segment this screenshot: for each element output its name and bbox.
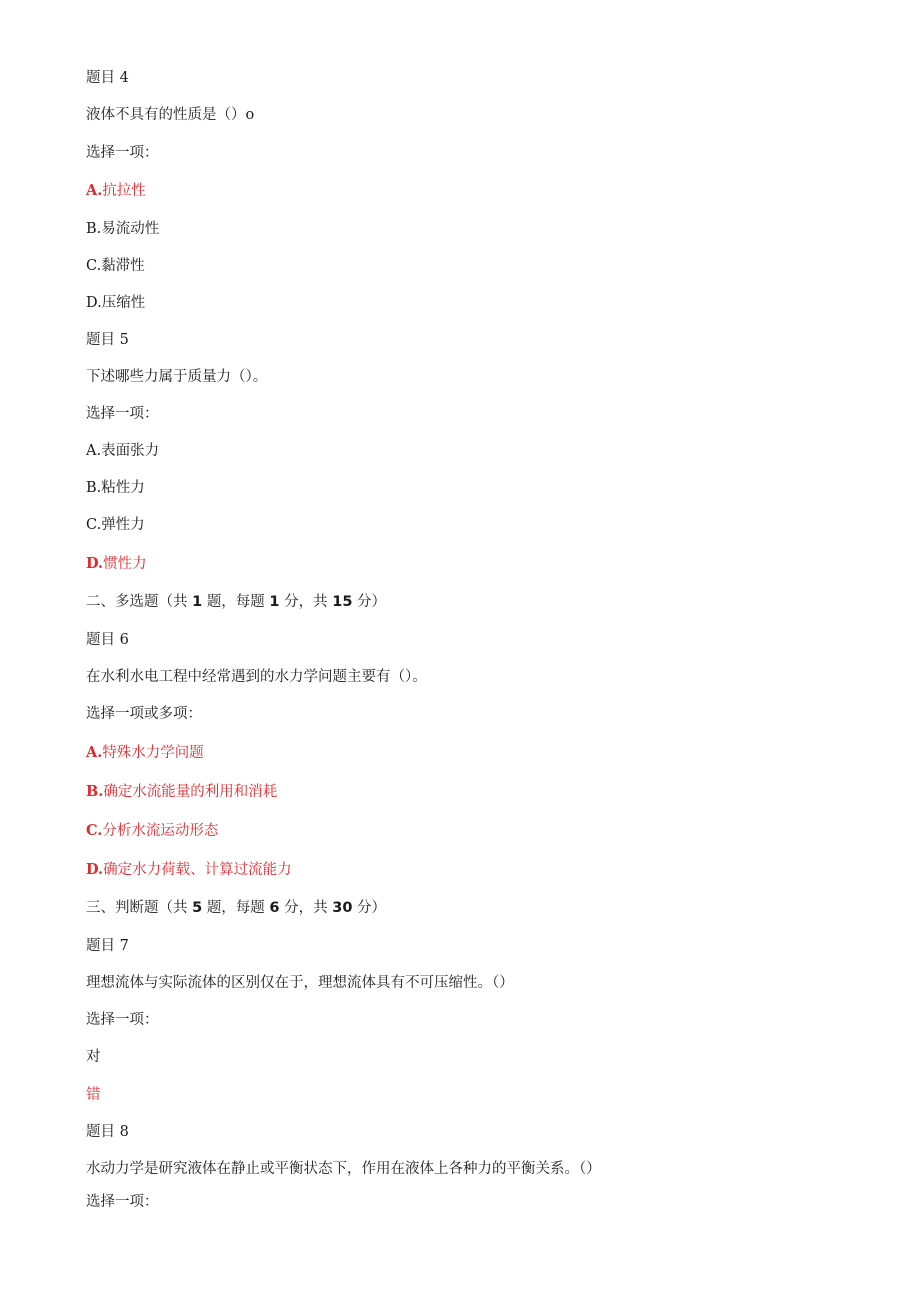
option-text: 抗拉性: [102, 183, 146, 199]
question-8-prompt: 选择一项：: [86, 1194, 159, 1210]
heading-text: 题，每题: [206, 900, 265, 916]
question-7-option-true[interactable]: 对: [86, 1049, 101, 1065]
question-6-option-b[interactable]: [86, 782, 277, 802]
question-4-option-b[interactable]: [86, 219, 159, 239]
question-5-option-a[interactable]: [86, 441, 159, 461]
option-text: 确定水力荷载、计算过流能力: [103, 862, 292, 878]
question-7-title: 题目 7: [86, 938, 129, 954]
question-6-option-c[interactable]: [86, 821, 218, 841]
heading-text: 分）: [357, 900, 387, 916]
option-letter: D.: [86, 861, 104, 878]
question-7-option-false[interactable]: 错: [86, 1087, 101, 1103]
option-text: 易流动性: [101, 221, 160, 237]
option-text: 弹性力: [101, 517, 145, 533]
option-letter: C.: [86, 517, 102, 533]
question-count: 5: [192, 900, 203, 916]
option-letter: B.: [86, 480, 102, 496]
option-letter: A.: [86, 443, 102, 459]
points-each: 1: [269, 594, 280, 610]
question-8-stem: 水动力学是研究液体在静止或平衡状态下，作用在液体上各种力的平衡关系。（）: [86, 1161, 601, 1177]
question-5-title: 题目 5: [86, 332, 129, 348]
option-letter: B.: [86, 783, 104, 800]
question-8-title: 题目 8: [86, 1124, 129, 1140]
heading-text: 题，每题: [206, 594, 265, 610]
option-text: 惯性力: [103, 556, 147, 572]
option-text: 表面张力: [101, 443, 160, 459]
heading-text: 分，共: [284, 900, 328, 916]
question-4-option-d[interactable]: [86, 293, 145, 313]
question-6-stem: 在水利水电工程中经常遇到的水力学问题主要有（）。: [86, 669, 427, 685]
option-letter: C.: [86, 822, 103, 839]
question-4-option-a[interactable]: [86, 181, 146, 201]
heading-text: 二、多选题（共: [86, 594, 188, 610]
question-5-option-b[interactable]: [86, 478, 145, 498]
question-5-prompt: 选择一项：: [86, 406, 159, 422]
option-letter: B.: [86, 221, 102, 237]
question-4-option-c[interactable]: [86, 256, 145, 276]
points-each: 6: [269, 900, 280, 916]
heading-text: 分，共: [284, 594, 328, 610]
heading-text: 三、判断题（共: [86, 900, 188, 916]
question-6-option-a[interactable]: [86, 743, 204, 763]
question-5-option-c[interactable]: [86, 515, 145, 535]
option-text: 分析水流运动形态: [102, 823, 219, 839]
question-6-title: 题目 6: [86, 632, 129, 648]
option-letter: D.: [86, 555, 104, 572]
question-4-stem: 液体不具有的性质是（）o: [86, 107, 255, 123]
question-count: 1: [192, 594, 203, 610]
option-text: 确定水流能量的利用和消耗: [103, 784, 278, 800]
question-7-prompt: 选择一项：: [86, 1012, 159, 1028]
section-2-heading: [86, 592, 386, 612]
option-text: 特殊水力学问题: [102, 745, 204, 761]
option-letter: A.: [86, 744, 103, 761]
question-4-prompt: 选择一项：: [86, 145, 159, 161]
question-6-prompt: 选择一项或多项：: [86, 706, 202, 722]
heading-text: 分）: [357, 594, 387, 610]
points-total: 15: [332, 594, 353, 610]
option-text: 黏滞性: [101, 258, 145, 274]
question-6-option-d[interactable]: [86, 860, 292, 880]
points-total: 30: [332, 900, 353, 916]
option-text: 粘性力: [101, 480, 145, 496]
question-5-stem: 下述哪些力属于质量力（）。: [86, 369, 268, 385]
option-letter: D.: [86, 295, 102, 311]
option-letter: C.: [86, 258, 102, 274]
option-letter: A.: [86, 182, 103, 199]
question-4-title: 题目 4: [86, 70, 129, 86]
question-5-option-d[interactable]: [86, 554, 147, 574]
section-3-heading: [86, 898, 386, 918]
question-7-stem: 理想流体与实际流体的区别仅在于，理想流体具有不可压缩性。（）: [86, 975, 514, 991]
option-text: 压缩性: [101, 295, 146, 311]
